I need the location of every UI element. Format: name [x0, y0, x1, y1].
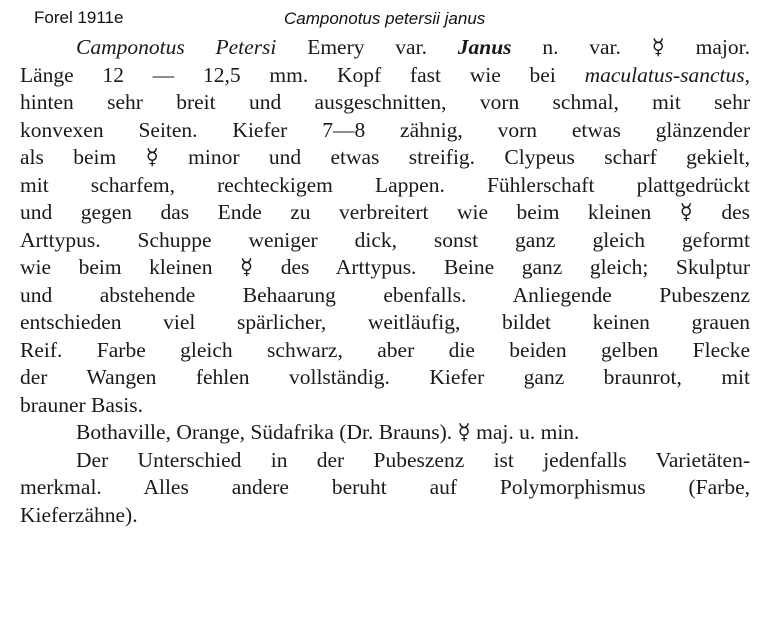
text-line — [20, 502, 750, 530]
text-line — [20, 34, 750, 62]
text-segment: entschieden viel spärlicher, weitläufig, bildet keinen grauen — [20, 310, 750, 334]
text-line — [20, 144, 750, 172]
text-line — [20, 62, 750, 90]
text-segment: wie beim kleinen ☿ des Arttypus. Beine ganz gleich; Skulptur — [20, 255, 750, 279]
text-line — [20, 474, 750, 502]
text-segment: Janus — [457, 35, 512, 59]
text-line — [20, 227, 750, 255]
text-segment: Arttypus. Schuppe weniger dick, sonst ganz gleich geformt — [20, 227, 750, 252]
text-segment: Emery var. — [276, 35, 458, 59]
text-line — [20, 392, 750, 420]
text-line — [20, 282, 750, 310]
text-line — [20, 309, 750, 337]
text-segment: konvexen Seiten. Kiefer 7—8 zähnig, vorn etwas glänzender — [20, 117, 750, 142]
text-segment: und gegen das Ende zu verbreitert wie beim kleinen ☿ des — [20, 200, 750, 224]
text-segment: und abstehende Behaarung ebenfalls. Anliegende Pubeszenz — [20, 282, 750, 307]
text-segment: merkmal. Alles andere beruht auf Polymorphismus (Farbe, — [20, 475, 750, 499]
text-segment: der Wangen fehlen vollständig. Kiefer ganz braunrot, mit — [20, 365, 750, 389]
text-line — [20, 447, 750, 475]
taxon-title: Camponotus petersii janus — [284, 9, 486, 28]
text-segment: n. var. ☿ major. — [511, 35, 750, 59]
text-segment: Der Unterschied in der Pubeszenz ist jedenfalls Varietäten- — [76, 447, 750, 472]
text-line — [20, 199, 750, 227]
reference-label: Forel 1911e — [34, 8, 124, 27]
text-line — [20, 254, 750, 282]
text-line — [20, 337, 750, 365]
text-segment: als beim ☿ minor und etwas streifig. Clypeus scharf gekielt, — [20, 145, 750, 169]
text-segment: mit scharfem, rechteckigem Lappen. Fühlerschaft plattgedrückt — [20, 172, 750, 197]
text-segment: Reif. Farbe gleich schwarz, aber die beiden gelben Flecke — [20, 337, 750, 362]
text-line — [20, 117, 750, 145]
text-segment: Länge 12 — 12,5 mm. Kopf fast wie bei — [20, 62, 585, 87]
text-line — [20, 172, 750, 200]
page-header — [0, 6, 774, 32]
text-segment: Kieferzähne). — [20, 502, 138, 527]
description-text — [20, 34, 750, 529]
text-line — [20, 89, 750, 117]
text-segment: hinten sehr breit und ausgeschnitten, vorn schmal, mit sehr — [20, 90, 750, 114]
text-line — [20, 364, 750, 392]
text-segment: Camponotus Petersi — [76, 35, 277, 59]
text-segment: maculatus-sanctus, — [584, 62, 750, 87]
text-line — [20, 419, 750, 447]
text-segment: brauner Basis. — [20, 392, 143, 417]
text-segment: Bothaville, Orange, Südafrika (Dr. Brauns). ☿ maj. u. min. — [76, 420, 580, 444]
